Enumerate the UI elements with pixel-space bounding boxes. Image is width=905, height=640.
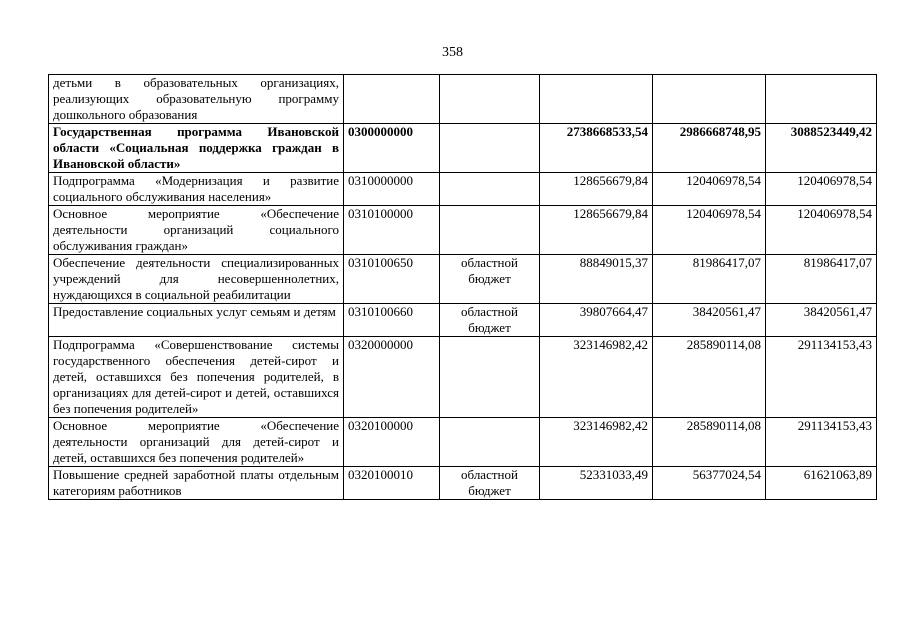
row-source: [440, 206, 540, 255]
row-code: 0320000000: [344, 337, 440, 418]
table-row: [49, 173, 877, 206]
row-code: 0300000000: [344, 124, 440, 173]
row-value-2: 120406978,54: [653, 206, 766, 255]
row-code: 0310100660: [344, 304, 440, 337]
row-name: Государственная программа Ивановской области «Социальная поддержка граждан в Ивановской области»: [49, 124, 344, 173]
table-row: [49, 337, 877, 418]
row-name: детьми в образовательных организациях, реализующих образовательную программу дошкольного образования: [49, 75, 344, 124]
row-code: 0310100650: [344, 255, 440, 304]
row-source: областной бюджет: [440, 467, 540, 500]
row-value-1: [540, 75, 653, 124]
table-row: [49, 304, 877, 337]
row-value-2: 285890114,08: [653, 337, 766, 418]
row-value-2: 120406978,54: [653, 173, 766, 206]
row-value-3: 81986417,07: [766, 255, 877, 304]
row-value-2: 2986668748,95: [653, 124, 766, 173]
row-source: [440, 337, 540, 418]
row-source: областной бюджет: [440, 304, 540, 337]
row-source: [440, 173, 540, 206]
table-row: [49, 255, 877, 304]
row-name: Подпрограмма «Совершенствование системы государственного обеспечения детей-сирот и детей, оставшихся без попечения родителей, в организациях для детей-сирот и детей, оставшихся без попечения родителей»: [49, 337, 344, 418]
page-number: 358: [442, 45, 463, 60]
table-row: [49, 418, 877, 467]
table-row: [49, 75, 877, 124]
row-name: Обеспечение деятельности специализированных учреждений для несовершеннолетних, нуждающихся в социальной реабилитации: [49, 255, 344, 304]
row-source: [440, 418, 540, 467]
row-value-1: 88849015,37: [540, 255, 653, 304]
row-value-1: 323146982,42: [540, 337, 653, 418]
row-code: 0320100010: [344, 467, 440, 500]
row-value-2: 38420561,47: [653, 304, 766, 337]
row-value-3: 3088523449,42: [766, 124, 877, 173]
row-value-1: 128656679,84: [540, 173, 653, 206]
row-value-2: [653, 75, 766, 124]
row-value-3: 61621063,89: [766, 467, 877, 500]
row-value-1: 39807664,47: [540, 304, 653, 337]
row-code: 0310000000: [344, 173, 440, 206]
row-source: [440, 75, 540, 124]
row-value-1: 52331033,49: [540, 467, 653, 500]
row-name: Подпрограмма «Модернизация и развитие социального обслуживания населения»: [49, 173, 344, 206]
row-name: Повышение средней заработной платы отдельным категориям работников: [49, 467, 344, 500]
row-value-2: 285890114,08: [653, 418, 766, 467]
row-value-3: 291134153,43: [766, 418, 877, 467]
row-value-3: 291134153,43: [766, 337, 877, 418]
row-value-1: 2738668533,54: [540, 124, 653, 173]
row-value-3: 120406978,54: [766, 173, 877, 206]
row-code: [344, 75, 440, 124]
table-row: [49, 124, 877, 173]
row-name: Основное мероприятие «Обеспечение деятельности организаций для детей-сирот и детей, оставшихся без попечения родителей»: [49, 418, 344, 467]
row-source: областной бюджет: [440, 255, 540, 304]
row-value-2: 56377024,54: [653, 467, 766, 500]
table-row: [49, 467, 877, 500]
row-value-3: 38420561,47: [766, 304, 877, 337]
budget-table: [48, 74, 877, 500]
row-name: Предоставление социальных услуг семьям и детям: [49, 304, 344, 337]
row-value-1: 323146982,42: [540, 418, 653, 467]
row-source: [440, 124, 540, 173]
row-code: 0320100000: [344, 418, 440, 467]
row-value-2: 81986417,07: [653, 255, 766, 304]
row-value-1: 128656679,84: [540, 206, 653, 255]
row-name: Основное мероприятие «Обеспечение деятельности организаций социального обслуживания граждан»: [49, 206, 344, 255]
table-row: [49, 206, 877, 255]
row-value-3: [766, 75, 877, 124]
row-code: 0310100000: [344, 206, 440, 255]
row-value-3: 120406978,54: [766, 206, 877, 255]
